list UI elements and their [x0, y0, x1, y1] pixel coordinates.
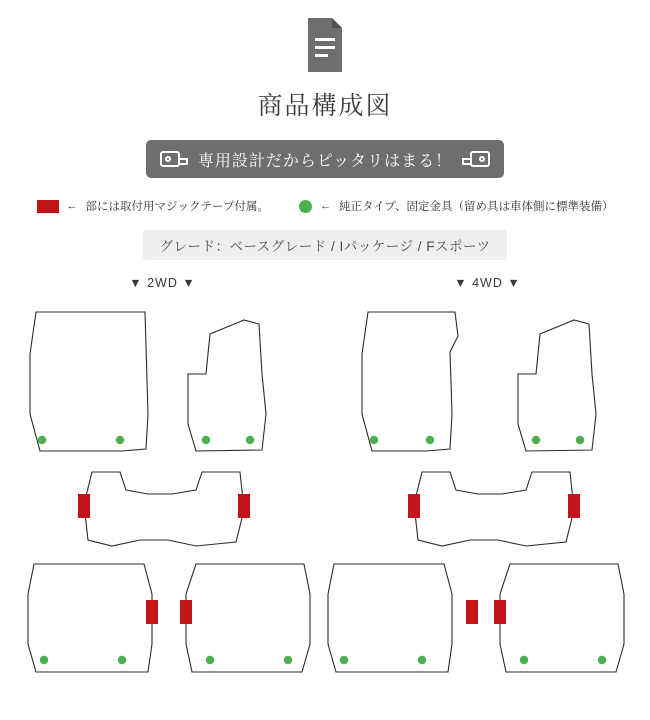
- drive-label-2wd: ▼ 2WD ▼: [129, 276, 196, 290]
- mat-4wd-rear-left: [328, 564, 478, 672]
- mat-4wd-rear-right: [494, 564, 624, 672]
- red-clip: [568, 494, 580, 518]
- mat-4wd-front-passenger: [518, 320, 596, 451]
- mat-2wd-rear-right: [180, 564, 310, 672]
- green-dot: [418, 656, 426, 664]
- grade-pill: グレード：ベースグレード / Iパッケージ / Fスポーツ: [143, 230, 506, 260]
- green-dot: [284, 656, 292, 664]
- tape-measure-icon: [160, 149, 188, 169]
- green-dot: [340, 656, 348, 664]
- green-dot: [40, 656, 48, 664]
- legend: [0, 198, 650, 214]
- mat-layout-diagram: [0, 294, 650, 699]
- green-dot: [206, 656, 214, 664]
- red-clip: [238, 494, 250, 518]
- mat-2wd-front-passenger: [188, 320, 266, 451]
- green-dot: [370, 436, 378, 444]
- drive-label-4wd: ▼ 4WD ▼: [454, 276, 521, 290]
- red-clip: [494, 600, 506, 624]
- green-dot: [118, 656, 126, 664]
- green-dot: [598, 656, 606, 664]
- banner-container: [0, 140, 650, 178]
- legend-arrow-icon: ←: [319, 200, 331, 212]
- doc-icon-container: [0, 0, 650, 74]
- legend-green-dot: [299, 200, 312, 213]
- banner-label: 専用設計だからピッタリはまる！: [197, 152, 453, 170]
- legend-red-label: 部には取付用マジックテープ付属。: [85, 201, 269, 213]
- legend-green-label: 純正タイプ、固定金具（留め具は車体側に標準装備）: [338, 201, 614, 213]
- red-clip: [408, 494, 420, 518]
- mat-4wd-front-driver: [362, 312, 458, 451]
- red-clip: [78, 494, 90, 518]
- green-dot: [532, 436, 540, 444]
- tape-measure-icon: [462, 149, 490, 169]
- fit-guarantee-banner: [146, 140, 504, 178]
- grade-container: [0, 230, 650, 260]
- green-dot: [576, 436, 584, 444]
- green-dot: [520, 656, 528, 664]
- legend-red-swatch: [37, 200, 59, 213]
- legend-arrow-icon: ←: [66, 200, 78, 212]
- red-clip: [180, 600, 192, 624]
- document-icon: [302, 16, 348, 74]
- mat-2wd-center-tunnel: [78, 472, 250, 546]
- green-dot: [246, 436, 254, 444]
- red-clip: [466, 600, 478, 624]
- mat-4wd-center-tunnel: [408, 472, 580, 546]
- green-dot: [116, 436, 124, 444]
- red-clip: [146, 600, 158, 624]
- page-title: 商品構成図: [257, 93, 393, 120]
- mat-2wd-front-driver: [30, 312, 148, 451]
- drive-type-row: [0, 276, 650, 290]
- mat-2wd-rear-left: [28, 564, 158, 672]
- green-dot: [426, 436, 434, 444]
- green-dot: [202, 436, 210, 444]
- green-dot: [38, 436, 46, 444]
